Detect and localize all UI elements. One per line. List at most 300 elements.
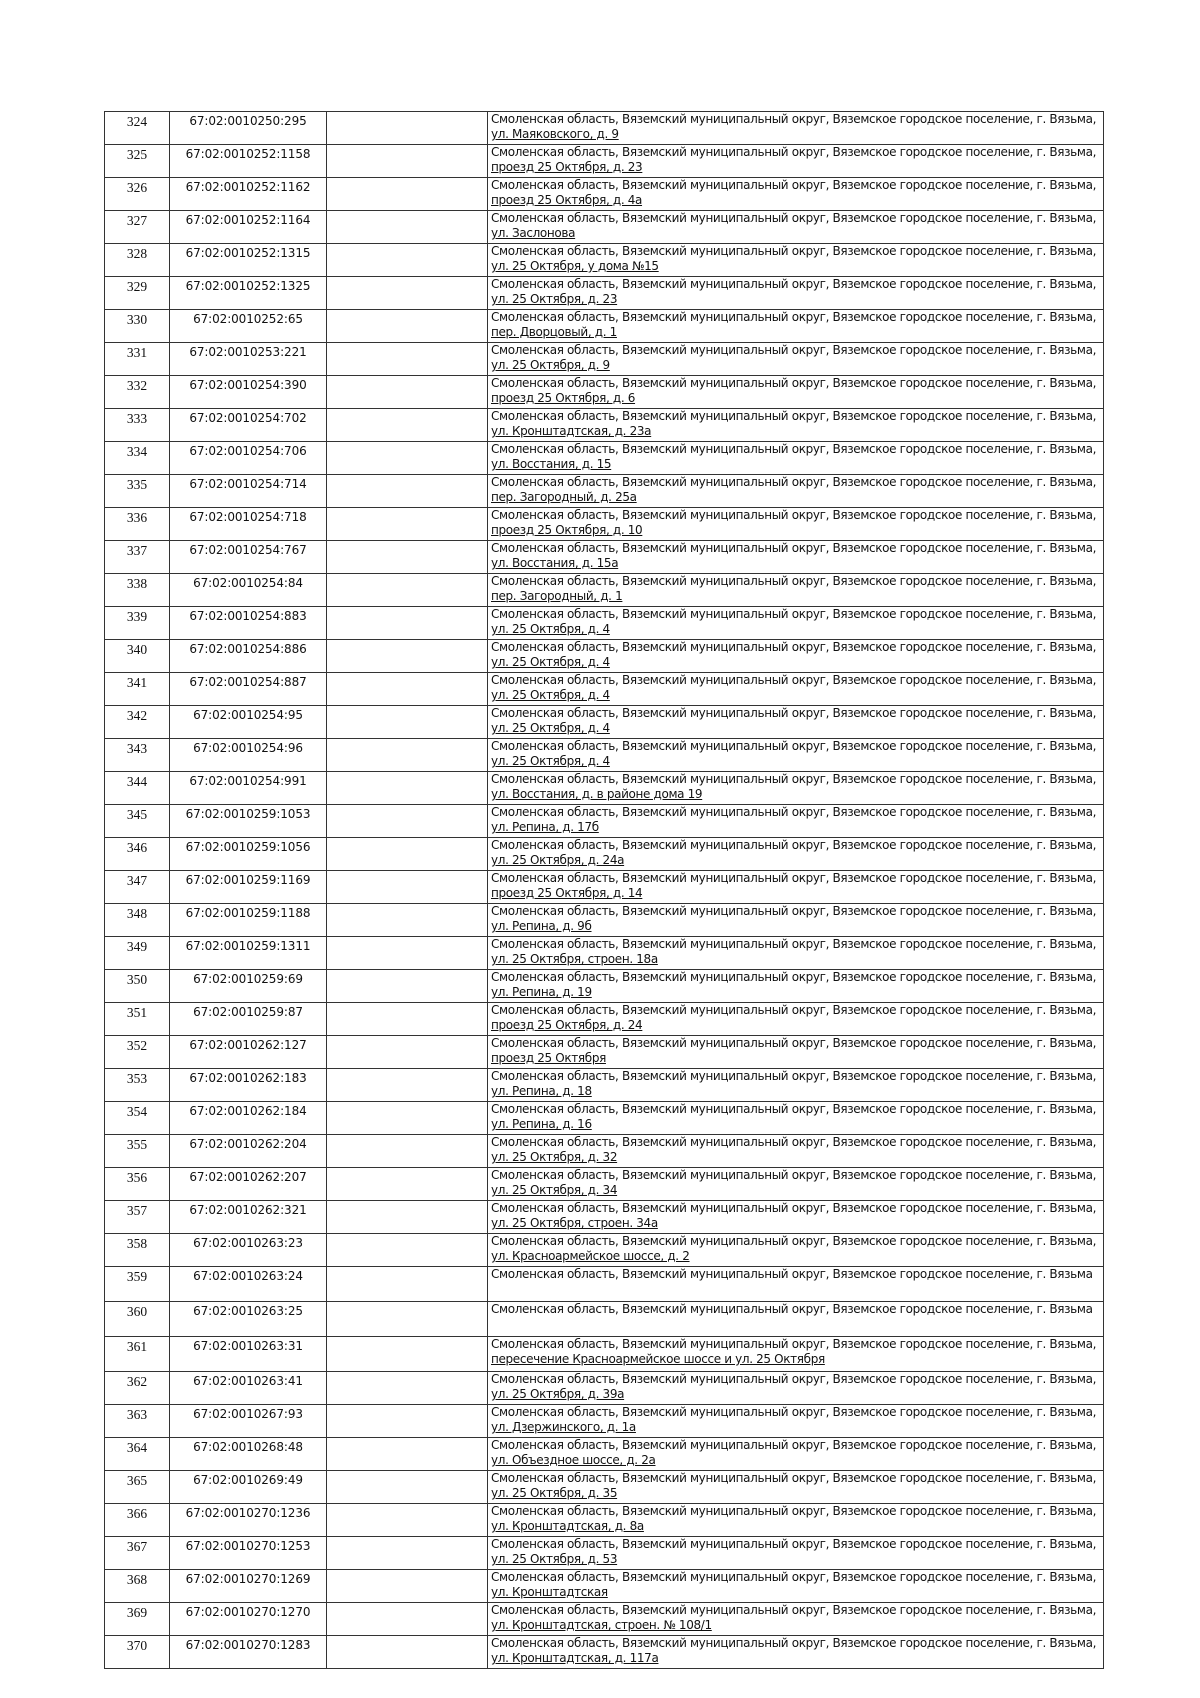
address-cell — [488, 1036, 1104, 1069]
row-number-cell: 363 — [105, 1405, 170, 1438]
address-cell — [488, 541, 1104, 574]
address-line-2: ул. 25 Октября, д. 4 — [491, 688, 610, 702]
cadastral-number-cell: 67:02:0010262:127 — [170, 1036, 327, 1069]
address-cell — [488, 178, 1104, 211]
cadastral-number-cell: 67:02:0010253:221 — [170, 343, 327, 376]
row-number-cell: 361 — [105, 1337, 170, 1372]
row-number-cell: 326 — [105, 178, 170, 211]
address-line-1: Смоленская область, Вяземский муниципальный округ, Вяземское городское поселение, г. Вязьма, — [491, 1636, 1097, 1650]
empty-cell — [327, 838, 488, 871]
address-line-2: проезд 25 Октября, д. 14 — [491, 886, 643, 900]
empty-cell — [327, 1372, 488, 1405]
address-line-2: ул. Репина, д. 9б — [491, 919, 592, 933]
empty-cell — [327, 1337, 488, 1372]
address-line-2: ул. 25 Октября, д. 39а — [491, 1387, 625, 1401]
cadastral-number-cell: 67:02:0010254:390 — [170, 376, 327, 409]
row-number-cell: 360 — [105, 1302, 170, 1337]
row-number-cell: 324 — [105, 112, 170, 145]
address-cell — [488, 310, 1104, 343]
table-row — [105, 541, 1104, 574]
address-line-1: Смоленская область, Вяземский муниципальный округ, Вяземское городское поселение, г. Вязьма, — [491, 112, 1097, 126]
empty-cell — [327, 1267, 488, 1302]
table-row — [105, 442, 1104, 475]
address-line-2: пер. Загородный, д. 1 — [491, 589, 623, 603]
empty-cell — [327, 739, 488, 772]
table-row — [105, 1267, 1104, 1302]
registry-table-body — [105, 112, 1104, 1669]
address-line-1: Смоленская область, Вяземский муниципальный округ, Вяземское городское поселение, г. Вязьма, — [491, 1537, 1097, 1551]
table-row — [105, 1234, 1104, 1267]
address-cell — [488, 1405, 1104, 1438]
address-line-2: ул. 25 Октября, д. 35 — [491, 1486, 618, 1500]
table-row — [105, 178, 1104, 211]
address-line-2: ул. 25 Октября, строен. 18а — [491, 952, 658, 966]
table-row — [105, 1036, 1104, 1069]
row-number-cell: 362 — [105, 1372, 170, 1405]
address-line-1: Смоленская область, Вяземский муниципальный округ, Вяземское городское поселение, г. Вязьма, — [491, 1405, 1097, 1419]
row-number-cell: 351 — [105, 1003, 170, 1036]
address-line-1: Смоленская область, Вяземский муниципальный округ, Вяземское городское поселение, г. Вязьма, — [491, 1337, 1097, 1351]
cadastral-number-cell: 67:02:0010270:1270 — [170, 1603, 327, 1636]
address-cell — [488, 805, 1104, 838]
row-number-cell: 329 — [105, 277, 170, 310]
cadastral-number-cell: 67:02:0010262:207 — [170, 1168, 327, 1201]
empty-cell — [327, 1069, 488, 1102]
cadastral-number-cell: 67:02:0010259:1188 — [170, 904, 327, 937]
row-number-cell: 343 — [105, 739, 170, 772]
empty-cell — [327, 277, 488, 310]
table-row — [105, 640, 1104, 673]
cadastral-number-cell: 67:02:0010252:1315 — [170, 244, 327, 277]
empty-cell — [327, 343, 488, 376]
cadastral-number-cell: 67:02:0010254:886 — [170, 640, 327, 673]
empty-cell — [327, 178, 488, 211]
address-line-2: ул. Заслонова — [491, 226, 576, 240]
empty-cell — [327, 673, 488, 706]
row-number-cell: 355 — [105, 1135, 170, 1168]
row-number-cell: 338 — [105, 574, 170, 607]
address-cell — [488, 1603, 1104, 1636]
address-line-2: ул. Дзержинского, д. 1а — [491, 1420, 636, 1434]
empty-cell — [327, 1537, 488, 1570]
address-line-1: Смоленская область, Вяземский муниципальный округ, Вяземское городское поселение, г. Вязьма, — [491, 574, 1097, 588]
address-line-1: Смоленская область, Вяземский муниципальный округ, Вяземское городское поселение, г. Вязьма, — [491, 145, 1097, 159]
cadastral-number-cell: 67:02:0010254:702 — [170, 409, 327, 442]
table-row — [105, 508, 1104, 541]
cadastral-number-cell: 67:02:0010254:96 — [170, 739, 327, 772]
address-line-2: ул. Восстания, д. в районе дома 19 — [491, 787, 703, 801]
cadastral-number-cell: 67:02:0010259:1169 — [170, 871, 327, 904]
cadastral-number-cell: 67:02:0010254:991 — [170, 772, 327, 805]
address-line-1: Смоленская область, Вяземский муниципальный округ, Вяземское городское поселение, г. Вязьма, — [491, 211, 1097, 225]
row-number-cell: 335 — [105, 475, 170, 508]
table-row — [105, 376, 1104, 409]
address-line-1: Смоленская область, Вяземский муниципальный округ, Вяземское городское поселение, г. Вязьма, — [491, 1438, 1097, 1452]
empty-cell — [327, 904, 488, 937]
row-number-cell: 366 — [105, 1504, 170, 1537]
empty-cell — [327, 442, 488, 475]
empty-cell — [327, 937, 488, 970]
address-line-2: ул. Объездное шоссе, д. 2а — [491, 1453, 656, 1467]
address-line-2: ул. Кронштадтская, д. 117а — [491, 1651, 659, 1665]
row-number-cell: 370 — [105, 1636, 170, 1669]
row-number-cell: 337 — [105, 541, 170, 574]
empty-cell — [327, 376, 488, 409]
address-line-2: проезд 25 Октября, д. 23 — [491, 160, 643, 174]
cadastral-number-cell: 67:02:0010259:87 — [170, 1003, 327, 1036]
row-number-cell: 365 — [105, 1471, 170, 1504]
address-cell — [488, 343, 1104, 376]
address-line-2: ул. Репина, д. 17б — [491, 820, 599, 834]
address-line-2: проезд 25 Октября, д. 4а — [491, 193, 643, 207]
address-line-1: Смоленская область, Вяземский муниципальный округ, Вяземское городское поселение, г. Вязьма, — [491, 1102, 1097, 1116]
cadastral-number-cell: 67:02:0010263:24 — [170, 1267, 327, 1302]
table-row — [105, 937, 1104, 970]
table-row — [105, 409, 1104, 442]
address-cell — [488, 1135, 1104, 1168]
cadastral-number-cell: 67:02:0010267:93 — [170, 1405, 327, 1438]
address-cell — [488, 1504, 1104, 1537]
row-number-cell: 325 — [105, 145, 170, 178]
cadastral-number-cell: 67:02:0010254:767 — [170, 541, 327, 574]
empty-cell — [327, 1471, 488, 1504]
address-line-1: Смоленская область, Вяземский муниципальный округ, Вяземское городское поселение, г. Вязьма, — [491, 1471, 1097, 1485]
address-cell — [488, 1168, 1104, 1201]
row-number-cell: 354 — [105, 1102, 170, 1135]
row-number-cell: 349 — [105, 937, 170, 970]
address-line-1: Смоленская область, Вяземский муниципальный округ, Вяземское городское поселение, г. Вязьма, — [491, 1504, 1097, 1518]
table-row — [105, 1003, 1104, 1036]
cadastral-number-cell: 67:02:0010270:1269 — [170, 1570, 327, 1603]
empty-cell — [327, 541, 488, 574]
row-number-cell: 368 — [105, 1570, 170, 1603]
address-line-2: ул. Кронштадтская, д. 23а — [491, 424, 652, 438]
empty-cell — [327, 1168, 488, 1201]
table-row — [105, 574, 1104, 607]
address-line-2: ул. 25 Октября, д. 53 — [491, 1552, 618, 1566]
address-cell — [488, 376, 1104, 409]
address-line-1: Смоленская область, Вяземский муниципальный округ, Вяземское городское поселение, г. Вязьма, — [491, 343, 1097, 357]
row-number-cell: 345 — [105, 805, 170, 838]
row-number-cell: 369 — [105, 1603, 170, 1636]
row-number-cell: 357 — [105, 1201, 170, 1234]
cadastral-number-cell: 67:02:0010259:1056 — [170, 838, 327, 871]
cadastral-number-cell: 67:02:0010259:1053 — [170, 805, 327, 838]
address-line-1: Смоленская область, Вяземский муниципальный округ, Вяземское городское поселение, г. Вязьма, — [491, 409, 1097, 423]
address-line-1: Смоленская область, Вяземский муниципальный округ, Вяземское городское поселение, г. Вязьма, — [491, 277, 1097, 291]
cadastral-number-cell: 67:02:0010254:887 — [170, 673, 327, 706]
table-row — [105, 211, 1104, 244]
table-row — [105, 1537, 1104, 1570]
address-cell — [488, 442, 1104, 475]
table-row — [105, 1302, 1104, 1337]
row-number-cell: 346 — [105, 838, 170, 871]
address-cell — [488, 706, 1104, 739]
cadastral-number-cell: 67:02:0010263:23 — [170, 1234, 327, 1267]
cadastral-number-cell: 67:02:0010252:1158 — [170, 145, 327, 178]
empty-cell — [327, 1438, 488, 1471]
empty-cell — [327, 772, 488, 805]
row-number-cell: 348 — [105, 904, 170, 937]
address-cell — [488, 904, 1104, 937]
address-line-1: Смоленская область, Вяземский муниципальный округ, Вяземское городское поселение, г. Вязьма, — [491, 1603, 1097, 1617]
cadastral-number-cell: 67:02:0010254:84 — [170, 574, 327, 607]
address-line-1: Смоленская область, Вяземский муниципальный округ, Вяземское городское поселение, г. Вязьма, — [491, 805, 1097, 819]
table-row — [105, 112, 1104, 145]
empty-cell — [327, 1102, 488, 1135]
address-cell — [488, 1302, 1104, 1337]
table-row — [105, 277, 1104, 310]
cadastral-number-cell: 67:02:0010270:1283 — [170, 1636, 327, 1669]
address-cell — [488, 508, 1104, 541]
cadastral-number-cell: 67:02:0010268:48 — [170, 1438, 327, 1471]
address-line-2: ул. Репина, д. 19 — [491, 985, 592, 999]
table-row — [105, 838, 1104, 871]
cadastral-number-cell: 67:02:0010259:69 — [170, 970, 327, 1003]
empty-cell — [327, 1504, 488, 1537]
table-row — [105, 1570, 1104, 1603]
row-number-cell: 352 — [105, 1036, 170, 1069]
registry-table — [104, 111, 1104, 1669]
address-cell — [488, 607, 1104, 640]
table-row — [105, 1102, 1104, 1135]
table-row — [105, 673, 1104, 706]
row-number-cell: 347 — [105, 871, 170, 904]
table-row — [105, 244, 1104, 277]
address-cell — [488, 1570, 1104, 1603]
address-line-2: ул. Репина, д. 18 — [491, 1084, 592, 1098]
address-line-2: ул. 25 Октября, д. 23 — [491, 292, 618, 306]
address-cell — [488, 871, 1104, 904]
address-line-1: Смоленская область, Вяземский муниципальный округ, Вяземское городское поселение, г. Вязьма, — [491, 178, 1097, 192]
address-line-1: Смоленская область, Вяземский муниципальный округ, Вяземское городское поселение, г. Вязьма, — [491, 1003, 1097, 1017]
empty-cell — [327, 1003, 488, 1036]
empty-cell — [327, 1636, 488, 1669]
table-row — [105, 1135, 1104, 1168]
address-line-1: Смоленская область, Вяземский муниципальный округ, Вяземское городское поселение, г. Вязьма, — [491, 244, 1097, 258]
address-line-1: Смоленская область, Вяземский муниципальный округ, Вяземское городское поселение, г. Вязьма, — [491, 706, 1097, 720]
table-row — [105, 1337, 1104, 1372]
row-number-cell: 328 — [105, 244, 170, 277]
address-line-2: проезд 25 Октября, д. 24 — [491, 1018, 643, 1032]
address-line-1: Смоленская область, Вяземский муниципальный округ, Вяземское городское поселение, г. Вязьма, — [491, 739, 1097, 753]
row-number-cell: 340 — [105, 640, 170, 673]
table-row — [105, 772, 1104, 805]
address-line-2: проезд 25 Октября, д. 6 — [491, 391, 636, 405]
address-cell — [488, 1267, 1104, 1302]
empty-cell — [327, 706, 488, 739]
address-cell — [488, 475, 1104, 508]
empty-cell — [327, 1036, 488, 1069]
address-line-2: ул. 25 Октября, д. 4 — [491, 622, 610, 636]
row-number-cell: 334 — [105, 442, 170, 475]
address-line-1: Смоленская область, Вяземский муниципальный округ, Вяземское городское поселение, г. Вязьма — [491, 1302, 1093, 1316]
address-cell — [488, 1636, 1104, 1669]
address-line-2: ул. Маяковского, д. 9 — [491, 127, 619, 141]
empty-cell — [327, 475, 488, 508]
address-cell — [488, 1438, 1104, 1471]
table-row — [105, 1438, 1104, 1471]
address-line-2: ул. 25 Октября, д. 4 — [491, 754, 610, 768]
table-row — [105, 739, 1104, 772]
empty-cell — [327, 145, 488, 178]
empty-cell — [327, 1302, 488, 1337]
table-row — [105, 310, 1104, 343]
address-line-1: Смоленская область, Вяземский муниципальный округ, Вяземское городское поселение, г. Вязьма, — [491, 1201, 1097, 1215]
empty-cell — [327, 1135, 488, 1168]
address-cell — [488, 1234, 1104, 1267]
row-number-cell: 350 — [105, 970, 170, 1003]
address-line-1: Смоленская область, Вяземский муниципальный округ, Вяземское городское поселение, г. Вязьма, — [491, 1168, 1097, 1182]
address-cell — [488, 1471, 1104, 1504]
address-cell — [488, 277, 1104, 310]
row-number-cell: 339 — [105, 607, 170, 640]
table-row — [105, 970, 1104, 1003]
empty-cell — [327, 211, 488, 244]
cadastral-number-cell: 67:02:0010252:1164 — [170, 211, 327, 244]
table-row — [105, 1201, 1104, 1234]
address-line-2: ул. Кронштадтская, строен. № 108/1 — [491, 1618, 712, 1632]
table-row — [105, 1069, 1104, 1102]
address-line-2: ул. Кронштадтская, д. 8а — [491, 1519, 644, 1533]
empty-cell — [327, 244, 488, 277]
address-line-1: Смоленская область, Вяземский муниципальный округ, Вяземское городское поселение, г. Вязьма, — [491, 1234, 1097, 1248]
address-line-1: Смоленская область, Вяземский муниципальный округ, Вяземское городское поселение, г. Вязьма, — [491, 1036, 1097, 1050]
cadastral-number-cell: 67:02:0010270:1253 — [170, 1537, 327, 1570]
cadastral-number-cell: 67:02:0010270:1236 — [170, 1504, 327, 1537]
address-line-1: Смоленская область, Вяземский муниципальный округ, Вяземское городское поселение, г. Вязьма, — [491, 442, 1097, 456]
cadastral-number-cell: 67:02:0010262:184 — [170, 1102, 327, 1135]
address-line-1: Смоленская область, Вяземский муниципальный округ, Вяземское городское поселение, г. Вязьма, — [491, 937, 1097, 951]
address-line-1: Смоленская область, Вяземский муниципальный округ, Вяземское городское поселение, г. Вязьма, — [491, 838, 1097, 852]
row-number-cell: 356 — [105, 1168, 170, 1201]
row-number-cell: 358 — [105, 1234, 170, 1267]
row-number-cell: 342 — [105, 706, 170, 739]
cadastral-number-cell: 67:02:0010252:65 — [170, 310, 327, 343]
address-line-2: пер. Дворцовый, д. 1 — [491, 325, 617, 339]
row-number-cell: 332 — [105, 376, 170, 409]
cadastral-number-cell: 67:02:0010262:183 — [170, 1069, 327, 1102]
row-number-cell: 327 — [105, 211, 170, 244]
table-row — [105, 904, 1104, 937]
table-row — [105, 1636, 1104, 1669]
address-line-2: ул. 25 Октября, д. 32 — [491, 1150, 618, 1164]
table-row — [105, 871, 1104, 904]
address-cell — [488, 574, 1104, 607]
address-cell — [488, 211, 1104, 244]
address-cell — [488, 1201, 1104, 1234]
address-line-1: Смоленская область, Вяземский муниципальный округ, Вяземское городское поселение, г. Вязьма, — [491, 508, 1097, 522]
row-number-cell: 336 — [105, 508, 170, 541]
address-line-1: Смоленская область, Вяземский муниципальный округ, Вяземское городское поселение, г. Вязьма, — [491, 607, 1097, 621]
row-number-cell: 359 — [105, 1267, 170, 1302]
empty-cell — [327, 409, 488, 442]
address-line-2: проезд 25 Октября — [491, 1051, 606, 1065]
address-cell — [488, 970, 1104, 1003]
address-line-1: Смоленская область, Вяземский муниципальный округ, Вяземское городское поселение, г. Вязьма, — [491, 376, 1097, 390]
table-row — [105, 1405, 1104, 1438]
cadastral-number-cell: 67:02:0010263:25 — [170, 1302, 327, 1337]
address-cell — [488, 1337, 1104, 1372]
address-cell — [488, 1372, 1104, 1405]
address-cell — [488, 1003, 1104, 1036]
cadastral-number-cell: 67:02:0010254:718 — [170, 508, 327, 541]
address-cell — [488, 112, 1104, 145]
empty-cell — [327, 607, 488, 640]
empty-cell — [327, 508, 488, 541]
address-line-2: ул. Восстания, д. 15а — [491, 556, 619, 570]
address-line-2: ул. Восстания, д. 15 — [491, 457, 612, 471]
address-line-1: Смоленская область, Вяземский муниципальный округ, Вяземское городское поселение, г. Вязьма, — [491, 541, 1097, 555]
address-cell — [488, 145, 1104, 178]
table-row — [105, 475, 1104, 508]
address-cell — [488, 838, 1104, 871]
address-line-2: ул. Красноармейское шоссе, д. 2 — [491, 1249, 690, 1263]
address-line-2: ул. 25 Октября, д. 4 — [491, 721, 610, 735]
address-line-1: Смоленская область, Вяземский муниципальный округ, Вяземское городское поселение, г. Вязьма, — [491, 772, 1097, 786]
row-number-cell: 353 — [105, 1069, 170, 1102]
empty-cell — [327, 871, 488, 904]
cadastral-number-cell: 67:02:0010263:31 — [170, 1337, 327, 1372]
cadastral-number-cell: 67:02:0010259:1311 — [170, 937, 327, 970]
cadastral-number-cell: 67:02:0010252:1162 — [170, 178, 327, 211]
cadastral-number-cell: 67:02:0010254:95 — [170, 706, 327, 739]
address-line-2: ул. 25 Октября, д. 24а — [491, 853, 625, 867]
row-number-cell: 341 — [105, 673, 170, 706]
address-line-1: Смоленская область, Вяземский муниципальный округ, Вяземское городское поселение, г. Вязьма — [491, 1267, 1093, 1281]
cadastral-number-cell: 67:02:0010254:883 — [170, 607, 327, 640]
address-cell — [488, 1102, 1104, 1135]
table-row — [105, 805, 1104, 838]
table-row — [105, 1504, 1104, 1537]
address-line-1: Смоленская область, Вяземский муниципальный округ, Вяземское городское поселение, г. Вязьма, — [491, 871, 1097, 885]
row-number-cell: 333 — [105, 409, 170, 442]
address-line-1: Смоленская область, Вяземский муниципальный округ, Вяземское городское поселение, г. Вязьма, — [491, 904, 1097, 918]
address-cell — [488, 409, 1104, 442]
empty-cell — [327, 1234, 488, 1267]
address-cell — [488, 1069, 1104, 1102]
cadastral-number-cell: 67:02:0010263:41 — [170, 1372, 327, 1405]
address-line-1: Смоленская область, Вяземский муниципальный округ, Вяземское городское поселение, г. Вязьма, — [491, 1372, 1097, 1386]
empty-cell — [327, 1570, 488, 1603]
empty-cell — [327, 1603, 488, 1636]
address-line-1: Смоленская область, Вяземский муниципальный округ, Вяземское городское поселение, г. Вязьма, — [491, 1069, 1097, 1083]
address-cell — [488, 739, 1104, 772]
table-row — [105, 607, 1104, 640]
table-row — [105, 1372, 1104, 1405]
empty-cell — [327, 310, 488, 343]
address-line-1: Смоленская область, Вяземский муниципальный округ, Вяземское городское поселение, г. Вязьма, — [491, 475, 1097, 489]
address-line-1: Смоленская область, Вяземский муниципальный округ, Вяземское городское поселение, г. Вязьма, — [491, 310, 1097, 324]
table-row — [105, 343, 1104, 376]
address-line-1: Смоленская область, Вяземский муниципальный округ, Вяземское городское поселение, г. Вязьма, — [491, 640, 1097, 654]
empty-cell — [327, 640, 488, 673]
cadastral-number-cell: 67:02:0010262:204 — [170, 1135, 327, 1168]
table-row — [105, 706, 1104, 739]
address-cell — [488, 937, 1104, 970]
empty-cell — [327, 1201, 488, 1234]
empty-cell — [327, 112, 488, 145]
address-line-2: ул. Репина, д. 16 — [491, 1117, 592, 1131]
row-number-cell: 331 — [105, 343, 170, 376]
row-number-cell: 367 — [105, 1537, 170, 1570]
row-number-cell: 364 — [105, 1438, 170, 1471]
address-line-2: ул. 25 Октября, д. 4 — [491, 655, 610, 669]
address-line-2: проезд 25 Октября, д. 10 — [491, 523, 643, 537]
address-line-2: пересечение Красноармейское шоссе и ул. 25 Октября — [491, 1352, 825, 1366]
table-row — [105, 1168, 1104, 1201]
row-number-cell: 330 — [105, 310, 170, 343]
